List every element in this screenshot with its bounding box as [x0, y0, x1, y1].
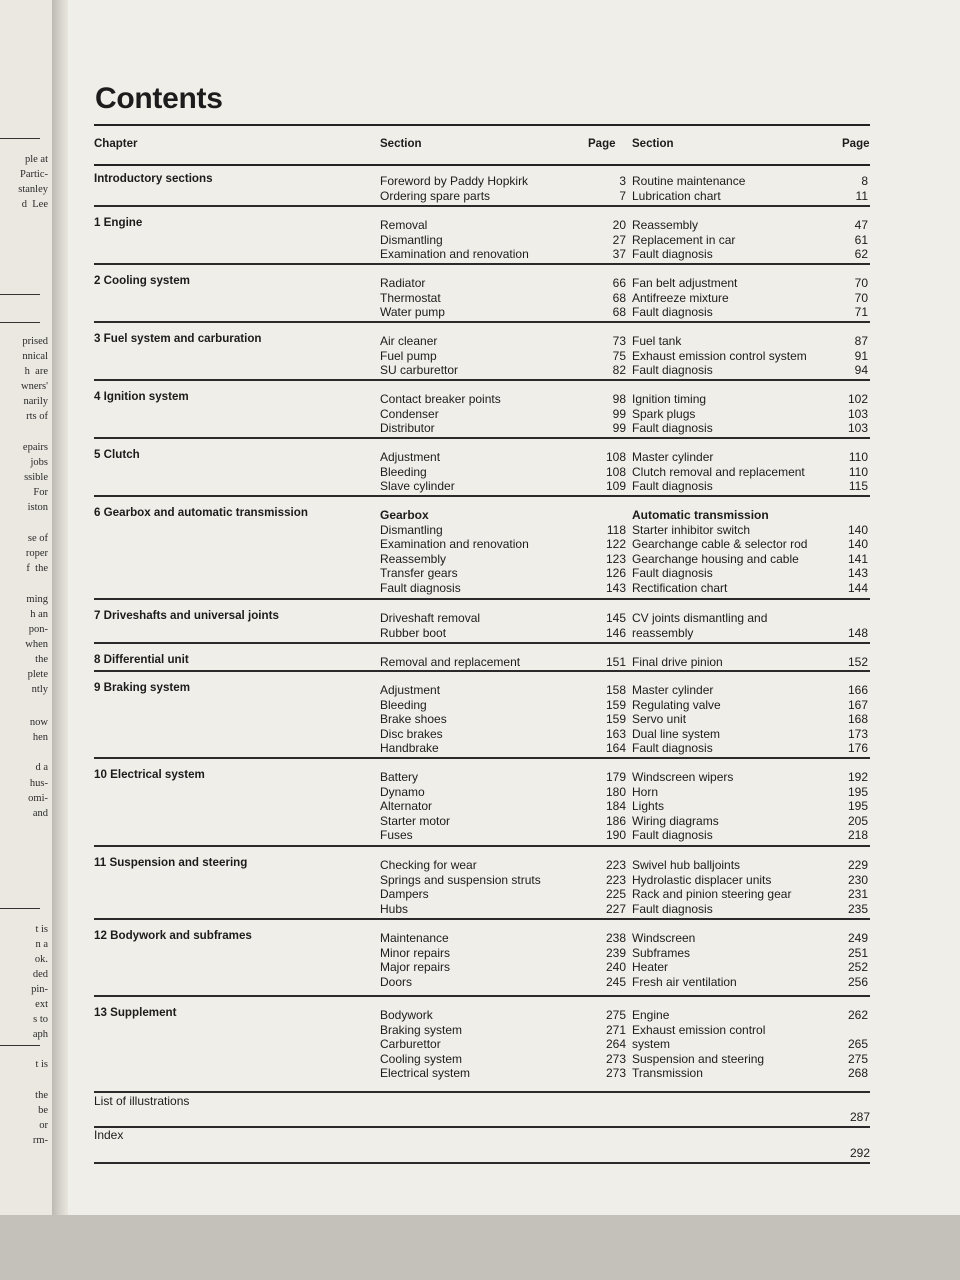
section-name: Fuses: [380, 828, 413, 843]
left-page-text-fragment: pin-: [31, 984, 48, 995]
section-name: Fault diagnosis: [632, 305, 713, 320]
left-page-text-fragment: be: [38, 1105, 48, 1116]
page-title: Contents: [95, 82, 223, 115]
chapter-title[interactable]: 5 Clutch: [94, 448, 140, 461]
section-name: Fan belt adjustment: [632, 276, 738, 290]
section-name: Bodywork: [380, 1008, 433, 1022]
section-name: Fresh air ventilation: [632, 974, 737, 989]
index-row: [94, 1128, 870, 1164]
section-page-number: 252: [847, 960, 868, 975]
section-name: Wiring diagrams: [632, 813, 719, 828]
section-page-number: 146: [605, 625, 626, 640]
section-name: Replacement in car: [632, 232, 736, 247]
section-name: Master cylinder: [632, 450, 714, 464]
section-page-number: 103: [847, 406, 868, 421]
left-page-text-fragment: f the: [26, 563, 48, 574]
chapter-title[interactable]: 9 Braking system: [94, 681, 191, 694]
section-page-number: 186: [605, 813, 626, 828]
section-name: Rack and pinion steering gear: [632, 887, 792, 902]
chapter-title[interactable]: 6 Gearbox and automatic transmission: [94, 506, 308, 519]
section-name: Antifreeze mixture: [632, 290, 729, 305]
section-page-number: 151: [605, 655, 626, 669]
left-page-text-fragment: or: [39, 1120, 48, 1131]
chapter-title[interactable]: Introductory sections: [94, 172, 213, 185]
left-page-rule: [0, 294, 40, 295]
section-name: CV joints dismantling and: [632, 611, 768, 625]
section-name: Starter inhibitor switch: [632, 522, 751, 537]
section-page-number: 229: [847, 858, 868, 872]
chapter-block: [94, 208, 870, 265]
section-name: Water pump: [380, 305, 445, 320]
left-page-text-fragment: ssible: [24, 472, 48, 483]
left-page-text-fragment: h an: [30, 609, 48, 620]
chapter-block: [94, 498, 870, 600]
section-page-number: 20: [612, 218, 626, 232]
section-page-number: 218: [847, 828, 868, 843]
left-page-text-fragment: n a: [35, 939, 48, 950]
section-name: Fuel tank: [632, 334, 682, 348]
section-name: Master cylinder: [632, 683, 714, 697]
left-page-text-fragment: nnical: [22, 351, 48, 362]
section-name: Doors: [380, 974, 413, 989]
section-name: Swivel hub balljoints: [632, 858, 741, 872]
section-name: SU carburettor: [380, 363, 459, 378]
left-page-text-fragment: t is: [35, 924, 48, 935]
section-page-number: 94: [854, 363, 868, 378]
section-name: Dismantling: [380, 522, 443, 537]
section-page-number: 264: [605, 1037, 626, 1052]
section-name: Removal: [380, 218, 428, 232]
section-name: Fault diagnosis: [632, 566, 713, 581]
section-name: Exhaust emission control: [632, 1022, 766, 1037]
left-page-text-fragment: the: [35, 654, 48, 665]
section-name: Condenser: [380, 406, 439, 421]
header-section-1: Section: [380, 138, 422, 150]
section-name: Fault diagnosis: [632, 247, 713, 262]
section-page-number: 265: [847, 1037, 868, 1052]
section-page-number: 47: [854, 218, 868, 232]
section-name: Springs and suspension struts: [380, 872, 541, 887]
section-name: Routine maintenance: [632, 174, 746, 188]
left-page-text-fragment: ntly: [31, 684, 48, 695]
section-name: Heater: [632, 960, 669, 975]
section-page-number: 108: [605, 464, 626, 479]
section-page-number: 7: [619, 188, 626, 203]
left-page-text-fragment: t is: [35, 1059, 48, 1070]
section-page-number: 68: [612, 305, 626, 320]
section-page-number: 158: [605, 683, 626, 697]
section-page-number: 231: [847, 887, 868, 902]
section-page-number: 91: [854, 348, 868, 363]
left-page-rule: [0, 908, 40, 909]
section-name: Fault diagnosis: [632, 741, 713, 756]
left-page-text-fragment: roper: [25, 548, 48, 559]
section-page-number: 184: [605, 799, 626, 814]
chapter-block: [94, 673, 870, 759]
section-name: Engine: [632, 1008, 670, 1022]
section-page-number: 262: [847, 1008, 868, 1022]
section-page-number: 271: [605, 1022, 626, 1037]
section-name: Horn: [632, 784, 659, 799]
section-name: Rubber boot: [380, 625, 447, 640]
section-page-number: 152: [847, 655, 868, 669]
list-of-illustrations-page: 287: [849, 1110, 870, 1124]
section-page-number: 82: [612, 363, 626, 378]
section-name: Ignition timing: [632, 392, 707, 406]
contents-page: [68, 0, 960, 1215]
section-page-number: 180: [605, 784, 626, 799]
section-page-number: 275: [847, 1051, 868, 1066]
left-page-text-fragment: jobs: [30, 457, 48, 468]
section-name: Air cleaner: [380, 334, 438, 348]
section-page-number: 163: [605, 726, 626, 741]
section-name: Minor repairs: [380, 945, 451, 960]
section-page-number: 273: [605, 1051, 626, 1066]
section-name: Fault diagnosis: [632, 901, 713, 916]
section-page-number: 167: [847, 697, 868, 712]
left-page-text-fragment: d Lee: [21, 199, 48, 210]
chapter-title[interactable]: 7 Driveshafts and universal joints: [94, 609, 279, 622]
section-page-number: 239: [605, 945, 626, 960]
section-name: Thermostat: [380, 290, 441, 305]
section-page-number: 141: [847, 551, 868, 566]
section-page-number: 268: [847, 1066, 868, 1081]
section-page-number: 275: [605, 1008, 626, 1022]
section-name: Braking system: [380, 1022, 463, 1037]
chapter-title[interactable]: 2 Cooling system: [94, 274, 190, 287]
section-page-number: 66: [612, 276, 626, 290]
section-name: Dismantling: [380, 232, 443, 247]
left-page-text-fragment: ming: [26, 594, 48, 605]
section-page-number: 159: [605, 712, 626, 727]
chapter-title[interactable]: 12 Bodywork and subframes: [94, 929, 252, 942]
chapter-block: [94, 324, 870, 381]
index-label: Index: [94, 1128, 124, 1142]
section-name: Bleeding: [380, 464, 427, 479]
section-page-number: 70: [854, 276, 868, 290]
section-page-number: 238: [605, 931, 626, 945]
section-page-number: 143: [605, 580, 626, 595]
section-page-number: 62: [854, 247, 868, 262]
section-page-number: 179: [605, 770, 626, 784]
section-page-number: 249: [847, 931, 868, 945]
section-page-number: 99: [612, 406, 626, 421]
section-name: Brake shoes: [380, 712, 447, 727]
section-page-number: 98: [612, 392, 626, 406]
section-page-number: 251: [847, 945, 868, 960]
header-section-2: Section: [632, 138, 674, 150]
section-page-number: 11: [855, 188, 868, 203]
left-page-text-fragment: se of: [27, 533, 48, 544]
section-page-number: 164: [605, 741, 626, 756]
section-page-number: 68: [612, 290, 626, 305]
left-page-text-fragment: Partic-: [20, 169, 48, 180]
section-page-number: 27: [612, 232, 626, 247]
section-name: Transmission: [632, 1066, 703, 1081]
section-name: Automatic transmission: [632, 508, 769, 522]
left-page-text-fragment: iston: [27, 502, 48, 513]
section-name: Adjustment: [380, 450, 441, 464]
list-of-illustrations-label: List of illustrations: [94, 1094, 190, 1108]
section-name: Gearbox: [380, 508, 429, 522]
section-page-number: 126: [605, 566, 626, 581]
section-page-number: 103: [847, 421, 868, 436]
section-page-number: 166: [847, 683, 868, 697]
left-page-text-fragment: ext: [35, 999, 48, 1010]
left-page-text-fragment: ok.: [34, 954, 48, 965]
section-name: Fault diagnosis: [632, 421, 713, 436]
left-page-rule: [0, 138, 40, 139]
chapter-block: [94, 848, 870, 920]
chapter-title[interactable]: 11 Suspension and steering: [94, 856, 248, 869]
section-name: Driveshaft removal: [380, 611, 481, 625]
chapter-block: [94, 440, 870, 497]
section-page-number: 110: [848, 464, 868, 479]
section-name: Bleeding: [380, 697, 427, 712]
chapter-title[interactable]: 1 Engine: [94, 216, 143, 229]
section-name: Cooling system: [380, 1051, 463, 1066]
toc-column-headers: [94, 124, 870, 166]
chapter-title[interactable]: 3 Fuel system and carburation: [94, 332, 262, 345]
section-page-number: 3: [619, 174, 626, 188]
section-name: Ordering spare parts: [380, 188, 491, 203]
section-name: Servo unit: [632, 712, 687, 727]
section-page-number: 87: [854, 334, 868, 348]
section-name: Contact breaker points: [380, 392, 501, 406]
left-page-text-fragment: wners': [21, 381, 48, 392]
section-name: Clutch removal and replacement: [632, 464, 805, 479]
chapter-block: [94, 164, 870, 207]
section-page-number: 118: [606, 522, 626, 537]
section-page-number: 144: [847, 580, 868, 595]
section-name: system: [632, 1037, 671, 1052]
section-page-number: 71: [854, 305, 868, 320]
left-page-text-fragment: hen: [32, 732, 48, 743]
left-page-text-fragment: narily: [23, 396, 48, 407]
section-name: Dynamo: [380, 784, 425, 799]
left-page-rule: [0, 322, 40, 323]
left-page-rule: [0, 1045, 40, 1046]
chapter-title[interactable]: 13 Supplement: [94, 1006, 177, 1019]
section-page-number: 223: [605, 872, 626, 887]
left-page-text-fragment: plete: [27, 669, 48, 680]
section-name: Rectification chart: [632, 580, 728, 595]
section-name: Examination and renovation: [380, 247, 529, 262]
section-name: Reassembly: [380, 551, 447, 566]
left-page-text-fragment: d a: [35, 762, 48, 773]
section-page-number: 245: [605, 974, 626, 989]
section-name: Windscreen: [632, 931, 696, 945]
left-page-text-fragment: For: [33, 487, 48, 498]
section-page-number: 173: [847, 726, 868, 741]
page-bottom-edge: [0, 1215, 960, 1280]
left-page-text-fragment: now: [29, 717, 48, 728]
section-name: Removal and replacement: [380, 655, 521, 669]
section-page-number: 176: [847, 741, 868, 756]
section-page-number: 159: [605, 697, 626, 712]
section-page-number: 230: [847, 872, 868, 887]
section-page-number: 148: [847, 625, 868, 640]
section-name: Electrical system: [380, 1066, 471, 1081]
section-name: Disc brakes: [380, 726, 443, 741]
left-page-text-fragment: pon-: [28, 624, 48, 635]
section-name: Distributor: [380, 421, 435, 436]
section-name: Dual line system: [632, 726, 721, 741]
section-page-number: 99: [612, 421, 626, 436]
section-page-number: 168: [847, 712, 868, 727]
left-page-text-fragment: and: [32, 808, 48, 819]
left-page-text-fragment: aph: [32, 1029, 48, 1040]
section-page-number: 122: [605, 537, 626, 552]
section-name: Hubs: [380, 901, 409, 916]
section-page-number: 190: [605, 828, 626, 843]
book-gutter: [52, 0, 68, 1235]
chapter-title[interactable]: 10 Electrical system: [94, 768, 205, 781]
section-name: Fault diagnosis: [380, 580, 461, 595]
section-name: Fuel pump: [380, 348, 437, 363]
left-page-text-fragment: when: [25, 639, 48, 650]
header-page-1: Page: [588, 138, 616, 150]
chapter-title[interactable]: 4 Ignition system: [94, 390, 189, 403]
left-page-text-fragment: prised: [22, 336, 48, 347]
section-name: Spark plugs: [632, 406, 696, 421]
section-page-number: 70: [854, 290, 868, 305]
chapter-block: [94, 382, 870, 439]
section-name: Lights: [632, 799, 665, 814]
section-page-number: 61: [854, 232, 868, 247]
left-page-text-fragment: ple at: [24, 154, 48, 165]
section-page-number: 227: [605, 901, 626, 916]
section-page-number: 123: [605, 551, 626, 566]
left-page-text-fragment: ded: [32, 969, 48, 980]
section-name: Adjustment: [380, 683, 441, 697]
section-page-number: 225: [605, 887, 626, 902]
left-page-text-fragment: h are: [24, 366, 48, 377]
chapter-block: [94, 760, 870, 847]
chapter-block: [94, 645, 870, 672]
section-name: Gearchange cable & selector rod: [632, 537, 808, 552]
section-name: Examination and renovation: [380, 537, 529, 552]
section-name: Radiator: [380, 276, 426, 290]
section-page-number: 235: [847, 901, 868, 916]
section-name: Major repairs: [380, 960, 451, 975]
section-page-number: 115: [848, 479, 868, 494]
section-name: Carburettor: [380, 1037, 441, 1052]
section-name: Subframes: [632, 945, 691, 960]
section-name: Battery: [380, 770, 419, 784]
section-page-number: 73: [612, 334, 626, 348]
section-page-number: 140: [847, 522, 868, 537]
section-name: Checking for wear: [380, 858, 477, 872]
left-page-text-fragment: omi-: [28, 793, 48, 804]
section-name: Reassembly: [632, 218, 699, 232]
section-name: Starter motor: [380, 813, 451, 828]
section-page-number: 195: [847, 784, 868, 799]
section-page-number: 8: [861, 174, 868, 188]
left-page-text-fragment: the: [35, 1090, 48, 1101]
chapter-block: [94, 998, 870, 1093]
header-page-2: Page: [842, 138, 870, 150]
section-name: Final drive pinion: [632, 655, 723, 669]
section-page-number: 240: [605, 960, 626, 975]
section-name: Alternator: [380, 799, 433, 814]
section-name: Foreword by Paddy Hopkirk: [380, 174, 529, 188]
section-name: reassembly: [632, 625, 694, 640]
section-name: Regulating valve: [632, 697, 721, 712]
section-page-number: 205: [847, 813, 868, 828]
section-page-number: 192: [847, 770, 868, 784]
left-facing-page: [0, 0, 52, 1235]
section-name: Fault diagnosis: [632, 363, 713, 378]
section-page-number: 102: [847, 392, 868, 406]
section-page-number: 37: [612, 247, 626, 262]
section-name: Dampers: [380, 887, 429, 902]
section-name: Transfer gears: [380, 566, 458, 581]
section-name: Fault diagnosis: [632, 828, 713, 843]
chapter-title[interactable]: 8 Differential unit: [94, 653, 189, 666]
header-chapter: Chapter: [94, 138, 138, 150]
section-page-number: 195: [847, 799, 868, 814]
section-page-number: 109: [605, 479, 626, 494]
section-page-number: 108: [605, 450, 626, 464]
section-page-number: 75: [612, 348, 626, 363]
left-page-text-fragment: hus-: [29, 778, 48, 789]
section-page-number: 140: [847, 537, 868, 552]
section-name: Slave cylinder: [380, 479, 455, 494]
section-page-number: 256: [847, 974, 868, 989]
left-page-text-fragment: stanley: [18, 184, 48, 195]
section-page-number: 273: [605, 1066, 626, 1081]
section-name: Gearchange housing and cable: [632, 551, 799, 566]
section-name: Fault diagnosis: [632, 479, 713, 494]
section-page-number: 143: [847, 566, 868, 581]
chapter-block: [94, 601, 870, 644]
section-name: Exhaust emission control system: [632, 348, 807, 363]
section-name: Suspension and steering: [632, 1051, 765, 1066]
list-of-illustrations-row: [94, 1094, 870, 1128]
chapter-block: [94, 266, 870, 323]
left-page-text-fragment: rm-: [32, 1135, 48, 1146]
section-name: Lubrication chart: [632, 188, 721, 203]
section-name: Windscreen wipers: [632, 770, 734, 784]
section-page-number: 145: [605, 611, 626, 625]
section-name: Handbrake: [380, 741, 439, 756]
section-page-number: 110: [848, 450, 868, 464]
index-page: 292: [849, 1146, 870, 1160]
section-page-number: 223: [605, 858, 626, 872]
left-page-text-fragment: s to: [33, 1014, 48, 1025]
section-name: Maintenance: [380, 931, 449, 945]
left-page-text-fragment: epairs: [22, 442, 48, 453]
chapter-block: [94, 921, 870, 997]
section-name: Hydrolastic displacer units: [632, 872, 772, 887]
left-page-text-fragment: rts of: [26, 411, 48, 422]
